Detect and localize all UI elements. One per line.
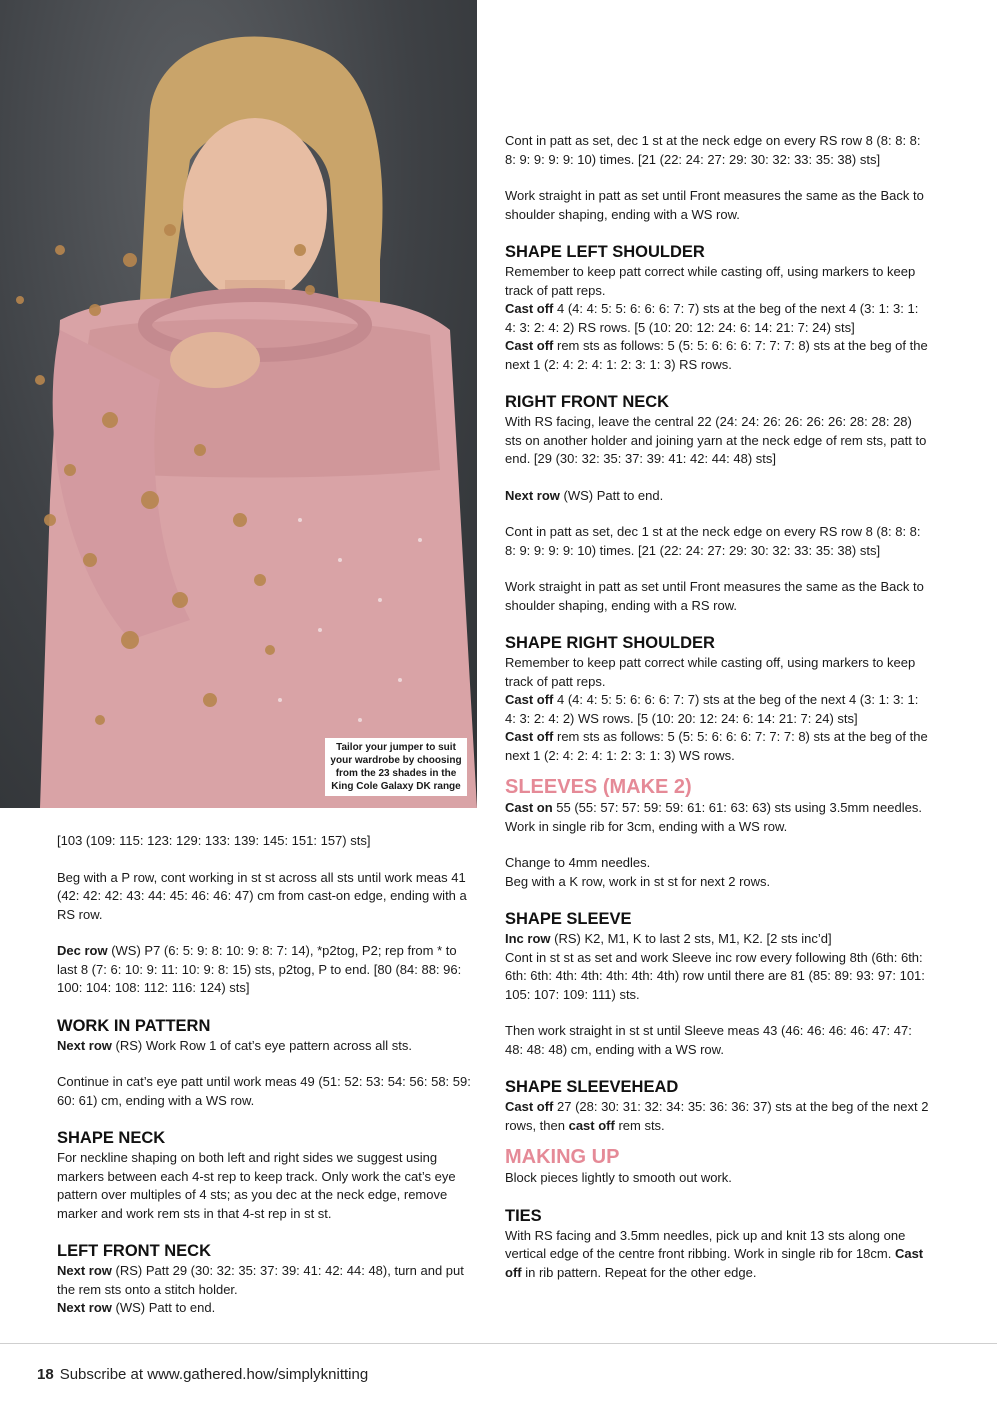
page-number: 18 [37, 1366, 54, 1383]
cast-off-label: Cast off [505, 692, 554, 707]
instruction-paragraph: For neckline shaping on both left and right sides we suggest using markers between each 4-st rep to keep track. Only work the cat’s eye pattern over multiples of 4 sts; as you dec at the neck edge, remove marker and work rem sts in that 4-st rep in st st. [57, 1150, 456, 1221]
cast-off-text: 4 (4: 4: 5: 5: 6: 6: 6: 7: 7) sts at the beg of the next 4 (3: 1: 3: 1: 4: 3: 2: 4: 2) RS rows. [5 (10: 20: 12: 24: 6: 14: 21: 7: 24) sts] [505, 301, 919, 335]
work-pattern-row [57, 1037, 477, 1056]
heading-shape-neck: SHAPE NECK [57, 1129, 166, 1147]
instruction-paragraph: Work straight in patt as set until Front measures the same as the Back to shoulder shaping, ending with a WS row. [505, 188, 924, 222]
inc-row-text: (RS) K2, M1, K to last 2 sts, M1, K2. [2 sts inc’d] [550, 931, 832, 946]
dec-row-paragraph [57, 942, 477, 998]
instruction-paragraph: Change to 4mm needles. [505, 855, 651, 870]
instruction-paragraph: Remember to keep patt correct while casting off, using markers to keep track of patt reps. [505, 264, 916, 298]
cast-on-row [505, 799, 930, 818]
next-row-label: Next row [57, 1037, 112, 1053]
model-photo [0, 0, 477, 808]
cast-off-label: Cast off [505, 1246, 924, 1280]
instruction-paragraph: Continue in cat’s eye patt until work meas 49 (51: 52: 53: 54: 56: 58: 59: 60: 61) cm, ending with a WS row. [57, 1074, 471, 1108]
cast-on-label: Cast on [505, 800, 553, 815]
dec-row-label: Dec row [57, 943, 108, 958]
cast-off-label: Cast off [505, 338, 554, 353]
instruction-paragraph: Work straight in patt as set until Front measures the same as the Back to shoulder shaping, ending with a RS row. [505, 579, 924, 613]
footer-divider [0, 1343, 997, 1344]
heading-shape-left-shoulder: SHAPE LEFT SHOULDER [505, 243, 705, 261]
cast-off-label: Cast off [505, 301, 554, 316]
left-column [57, 832, 477, 1318]
next-row-text: (WS) Patt to end. [559, 487, 664, 503]
next-row-text: (WS) Patt to end. [111, 1300, 216, 1315]
heading-ties: TIES [505, 1206, 542, 1225]
next-row-label: Next row [505, 487, 560, 503]
cast-on-text: 55 (55: 57: 57: 59: 59: 61: 61: 63: 63) sts using 3.5mm needles. [552, 800, 922, 815]
cast-off-row [505, 728, 930, 765]
instruction-paragraph: Block pieces lightly to smooth out work. [505, 1170, 732, 1185]
ties-text: in rib pattern. Repeat for the other edge. [521, 1264, 757, 1280]
next-row-text: (RS) Work Row 1 of cat’s eye pattern across all sts. [111, 1037, 412, 1053]
cast-off-label: Cast off [505, 729, 554, 744]
page-footer [37, 1366, 368, 1383]
instruction-paragraph: Work in single rib for 3cm, ending with a WS row. [505, 818, 788, 834]
instruction-paragraph: Then work straight in st st until Sleeve meas 43 (46: 46: 46: 46: 47: 47: 48: 48: 48) cm, ending with a WS row. [505, 1023, 912, 1057]
instruction-paragraph: Cont in st st as set and work Sleeve inc row every following 8th (6th: 6th: 6th: 6th: 4th: 4th: 4th: 4th: 4th) row until there are 81 (85: 89: 93: 97: 101: 105: 107: 109: 111) sts. [505, 949, 925, 1002]
cast-off-row [505, 337, 930, 374]
cast-off-row [505, 1098, 930, 1135]
photo-caption: Tailor your jumper to suit your wardrobe by choosing from the 23 shades in the King Cole Galaxy DK range [325, 738, 467, 796]
cast-off-text: rem sts as follows: 5 (5: 5: 6: 6: 6: 7: 7: 7: 8) sts at the beg of the next 1 (2: 4: 2: 4: 1: 2: 3: 1: 3) RS rows. [505, 338, 928, 372]
heading-shape-sleeve: SHAPE SLEEVE [505, 910, 632, 928]
instruction-paragraph: Cont in patt as set, dec 1 st at the neck edge on every RS row 8 (8: 8: 8: 8: 9: 9: 9: 9: 10) times. [21 (22: 24: 27: 29: 30: 32: 33: 35: 38) sts] [505, 133, 921, 167]
next-row [505, 487, 930, 506]
stitch-count: [103 (109: 115: 123: 129: 133: 139: 145: 151: 157) sts] [57, 833, 371, 848]
ties-text: With RS facing and 3.5mm needles, pick up and knit 13 sts along one vertical edge of the centre front ribbing. Work in single rib for 18cm. [505, 1227, 906, 1261]
next-row-text: (RS) Patt 29 (30: 32: 35: 37: 39: 41: 42: 44: 48), turn and put the rem sts onto a stitch holder. [57, 1263, 464, 1297]
inc-row [505, 930, 930, 949]
cast-off-text: 27 (28: 30: 31: 32: 34: 35: 36: 36: 37) sts at the beg of the next 2 rows, then [505, 1099, 929, 1133]
instruction-paragraph: Cont in patt as set, dec 1 st at the neck edge on every RS row 8 (8: 8: 8: 8: 9: 9: 9: 9: 10) times. [21 (22: 24: 27: 29: 30: 32: 33: 35: 38) sts] [505, 524, 921, 558]
cast-off-label: Cast off [505, 1099, 554, 1114]
cast-off-text: rem sts as follows: 5 (5: 5: 6: 6: 6: 7: 7: 7: 8) sts at the beg of the next 1 (2: 4: 2: 4: 1: 2: 3: 1: 3) WS rows. [505, 729, 928, 763]
cast-off-text: rem sts. [614, 1117, 665, 1133]
next-row-label: Next row [57, 1300, 112, 1315]
heading-left-front-neck: LEFT FRONT NECK [57, 1242, 211, 1260]
instruction-paragraph: Beg with a P row, cont working in st st across all sts until work meas 41 (42: 42: 42: 43: 44: 45: 46: 46: 47) cm from cast-on edge, ending with a RS row. [57, 869, 467, 922]
instruction-paragraph: Beg with a K row, work in st st for next 2 rows. [505, 873, 771, 889]
subscribe-link[interactable]: Subscribe at www.gathered.how/simplyknitting [59, 1366, 369, 1383]
cast-off-row [505, 691, 930, 728]
next-row-label: Next row [57, 1263, 112, 1278]
heading-right-front-neck: RIGHT FRONT NECK [505, 393, 670, 411]
right-column [505, 132, 930, 1282]
dec-row-text: (WS) P7 (6: 5: 9: 8: 10: 9: 8: 7: 14), *p2tog, P2; rep from * to last 8 (7: 6: 10: 9: 11: 10: 9: 8: 15) sts, p2tog, P to end. [80 (84: 88: 96: 100: 104: 108: 112: 116: 124) sts] [57, 943, 462, 995]
inc-row-label: Inc row [505, 931, 551, 946]
heading-work-in-pattern: WORK IN PATTERN [57, 1016, 211, 1035]
left-front-neck-row1 [57, 1262, 477, 1299]
cast-off-text: 4 (4: 4: 5: 5: 6: 6: 6: 7: 7) sts at the beg of the next 4 (3: 1: 3: 1: 4: 3: 2: 4: 2) WS rows. [5 (10: 20: 12: 24: 6: 14: 21: 7: 24) sts] [505, 692, 919, 726]
heading-sleeves: SLEEVES (MAKE 2) [505, 776, 692, 798]
heading-shape-sleevehead: SHAPE SLEEVEHEAD [505, 1078, 679, 1096]
cast-off-row [505, 300, 930, 337]
ties-paragraph [505, 1227, 930, 1283]
cast-off-label: cast off [568, 1117, 615, 1133]
instruction-paragraph: Remember to keep patt correct while casting off, using markers to keep track of patt reps. [505, 655, 916, 689]
heading-making-up: MAKING UP [505, 1146, 620, 1168]
left-front-neck-row2 [57, 1299, 477, 1318]
instruction-paragraph: With RS facing, leave the central 22 (24: 24: 26: 26: 26: 26: 28: 28: 28) sts on another holder and joining yarn at the neck edge of rem sts, patt to end. [29 (30: 32: 35: 37: 39: 41: 42: 44: 48) sts] [505, 414, 927, 466]
heading-shape-right-shoulder: SHAPE RIGHT SHOULDER [505, 634, 715, 652]
